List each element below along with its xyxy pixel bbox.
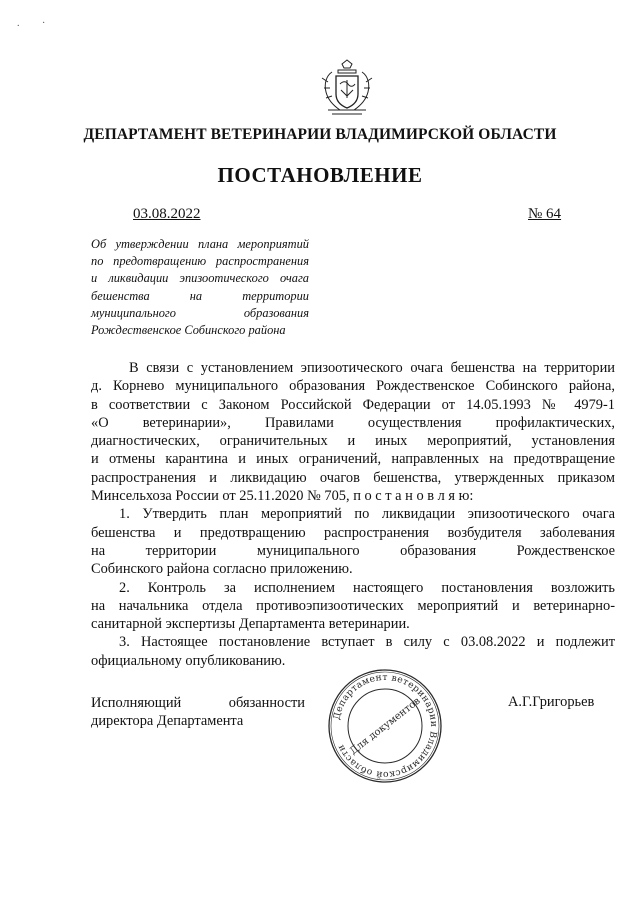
subject-block	[91, 236, 309, 339]
corner-marks: . ·	[17, 18, 56, 29]
subject-line: муниципального образования	[91, 305, 309, 320]
document-number: № 64	[528, 206, 562, 222]
body-line: на территории муниципального образования Рождественское	[91, 542, 615, 559]
subject-line: бешенства на территории	[91, 288, 309, 303]
body-line: 3. Настоящее постановление вступает в силу с 03.08.2022 и подлежит	[119, 634, 615, 651]
body-line: диагностических, ограничительных и иных мероприятий, установления	[91, 433, 615, 450]
signatory-position	[91, 694, 305, 731]
body-line: и отмены карантина и иных ограничений, направленных на предотвращение	[91, 451, 615, 468]
document-title: ПОСТАНОВЛЕНИЕ	[217, 163, 423, 187]
body-line: официальному опубликованию.	[91, 652, 286, 669]
signatory-position-line: директора Департамента	[91, 713, 244, 730]
coat-of-arms-emblem	[318, 58, 376, 118]
document-date: 03.08.2022	[133, 206, 201, 222]
body-line: Собинского района согласно приложению.	[91, 561, 353, 578]
body-line: Минсельхоза России от 25.11.2020 № 705, п о с т а н о в л я ю:	[91, 488, 474, 505]
subject-line: и ликвидации эпизоотического очага	[91, 271, 309, 286]
document-body	[91, 359, 615, 670]
body-line: в соответствии с Законом Российской Федерации от 14.05.1993 № 4979-1	[91, 396, 615, 413]
body-line: В связи с установлением эпизоотического очага бешенства на территории	[129, 360, 615, 376]
body-line: санитарной экспертизы Департамента ветеринарии.	[91, 616, 410, 633]
official-stamp	[326, 667, 444, 785]
subject-line: Рождественское Собинского района	[91, 323, 286, 338]
stamp-ring-text: Департамент ветеринарии Владимирской области	[331, 671, 440, 781]
body-line: на начальника отдела противоэпизоотических мероприятий и ветеринарно-	[91, 597, 615, 614]
body-line: распространения и ликвидацию очагов бешенства, утвержденных приказом	[91, 469, 615, 486]
body-line: «О ветеринарии», Правилами осуществления профилактических,	[91, 414, 615, 431]
department-heading: ДЕПАРТАМЕНТ ВЕТЕРИНАРИИ ВЛАДИМИРСКОЙ ОБЛАСТИ	[83, 126, 557, 143]
stamp-center-text: Для документов	[348, 695, 423, 758]
body-line: 2. Контроль за исполнением настоящего постановления возложить	[119, 579, 615, 596]
signatory-name: А.Г.Григорьев	[508, 694, 595, 710]
signatory-position-line: Исполняющий обязанности	[91, 695, 305, 711]
body-line: д. Корнево муниципального образования Рождественское Собинского района,	[91, 378, 615, 395]
body-line: 1. Утвердить план мероприятий по ликвидации эпизоотического очага	[119, 506, 615, 523]
subject-line: Об утверждении плана мероприятий	[91, 237, 309, 251]
subject-line: по предотвращению распространения	[91, 254, 309, 269]
body-line: бешенства и предотвращению распространения возбудителя заболевания	[91, 524, 615, 541]
